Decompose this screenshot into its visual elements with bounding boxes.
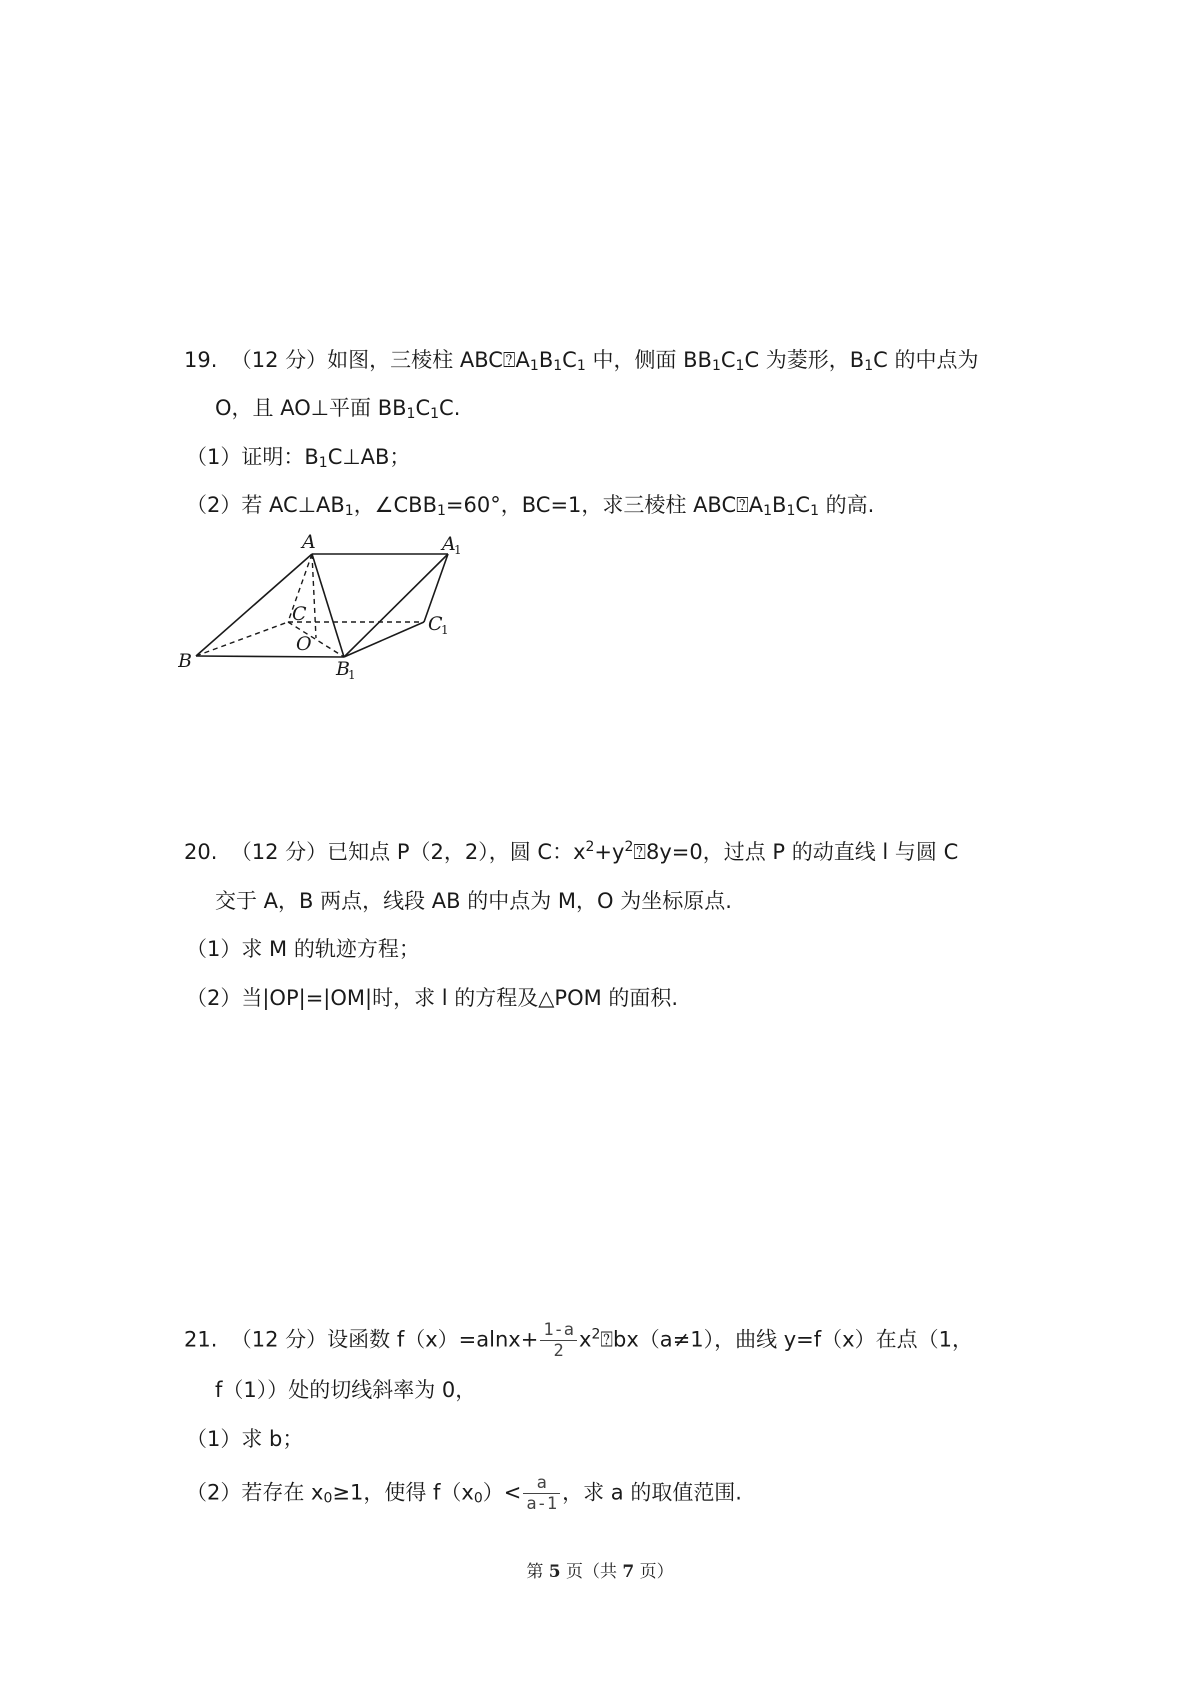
problem-21-line-1 — [184, 1320, 973, 1361]
text: f（1））处的切线斜率为 0， — [215, 1378, 477, 1402]
page-footer — [0, 1557, 1200, 1582]
text: =60°，BC=1，求三棱柱 ABC — [445, 493, 737, 517]
text: O，且 AO⊥平面 BB — [215, 396, 407, 420]
subscript: 1 — [786, 503, 796, 519]
label-c1-sub: 1 — [441, 623, 449, 637]
problem-19-part-2 — [186, 490, 874, 520]
subscript: 1 — [430, 406, 440, 422]
subscript: 1 — [318, 455, 328, 471]
problem-19-line-1 — [184, 345, 978, 375]
problem-20-part-1 — [186, 934, 420, 964]
text: 8y=0，过点 P 的动直线 l 与圆 C — [645, 840, 959, 864]
text: C. — [439, 396, 461, 420]
problem-19-line-2 — [215, 393, 460, 423]
text: C — [720, 348, 736, 372]
text: B — [538, 348, 554, 372]
problem-21-line-2 — [215, 1375, 476, 1405]
label-b1-sub: 1 — [348, 668, 356, 680]
problem-19-part-1 — [186, 442, 410, 472]
problem-21-part-1 — [186, 1424, 303, 1454]
subscript: 1 — [406, 406, 416, 422]
problem-score: （12 分） — [230, 1327, 328, 1352]
text: 的高. — [818, 493, 875, 517]
superscript: 2 — [624, 839, 634, 855]
subscript: 1 — [763, 503, 773, 519]
label-c1: C — [428, 613, 443, 635]
fraction-denominator: 2 — [553, 1341, 564, 1361]
page-number: 5 — [548, 1562, 561, 1582]
fraction-numerator: a — [523, 1473, 560, 1494]
fraction-a-over-a-minus-1 — [523, 1473, 560, 1514]
subscript: 1 — [735, 358, 745, 374]
text: bx（a≠1），曲线 y=f（x）在点（1， — [613, 1327, 973, 1352]
problem-number: 21. — [184, 1327, 218, 1352]
label-a1-sub: 1 — [454, 543, 462, 557]
footer-text: 页） — [634, 1562, 674, 1582]
problem-number: 19. — [184, 348, 218, 372]
text: A — [515, 348, 530, 372]
fraction-numerator: 1-a — [540, 1320, 577, 1341]
footer-text: 第 — [526, 1562, 549, 1582]
label-c: C — [292, 603, 307, 625]
missing-glyph: ⍰ — [736, 493, 749, 517]
text: C — [415, 396, 431, 420]
subscript: 1 — [711, 358, 721, 374]
text: （2）当|OP|=|OM|时，求 l 的方程及△POM 的面积. — [186, 986, 679, 1010]
missing-glyph: ⍰ — [633, 840, 646, 864]
label-o: O — [296, 633, 312, 655]
text: （2）若存在 x — [186, 1480, 324, 1505]
label-b: B — [178, 650, 192, 672]
footer-text: 页（共 — [560, 1562, 623, 1582]
text: 已知点 P（2，2），圆 C：x — [327, 840, 586, 864]
subscript: 1 — [437, 503, 446, 519]
problem-20-part-2 — [186, 983, 678, 1013]
missing-glyph: ⍰ — [600, 1327, 613, 1352]
text: B — [772, 493, 787, 517]
text: 交于 A，B 两点，线段 AB 的中点为 M，O 为坐标原点. — [215, 889, 732, 913]
text: x — [579, 1327, 592, 1352]
problem-20-line-1 — [184, 837, 958, 867]
subscript: 1 — [576, 358, 586, 374]
fraction-denominator: a-1 — [526, 1494, 558, 1514]
label-a: A — [302, 531, 316, 553]
label-a1: A — [442, 533, 456, 555]
text: C 为菱形，B — [744, 348, 865, 372]
prism-figure — [178, 530, 478, 680]
fraction-1-a-over-2 — [540, 1320, 577, 1361]
edge-b1-c1 — [344, 622, 424, 657]
text: （1）求 b； — [186, 1427, 304, 1451]
problem-20-line-2 — [215, 886, 732, 916]
total-pages: 7 — [622, 1562, 635, 1582]
subscript: 1 — [864, 358, 874, 374]
problem-21-part-2 — [186, 1473, 742, 1514]
text: 中，侧面 BB — [585, 348, 712, 372]
subscript: 1 — [529, 358, 539, 374]
text: 如图，三棱柱 ABC — [327, 348, 503, 372]
subscript: 1 — [553, 358, 563, 374]
text: +y — [594, 840, 625, 864]
problem-number: 20. — [184, 840, 218, 864]
text: C — [795, 493, 811, 517]
subscript: 0 — [473, 1490, 483, 1507]
problem-score: （12 分） — [230, 840, 328, 864]
text: C⊥AB； — [327, 445, 411, 469]
text: （1）证明：B — [186, 445, 319, 469]
text: 设函数 f（x）=alnx+ — [327, 1327, 539, 1352]
edge-a1-c1 — [424, 554, 448, 622]
text: ，∠CBB — [353, 493, 437, 517]
superscript: 2 — [591, 1326, 601, 1343]
text: （2）若 AC⊥AB — [186, 493, 345, 517]
missing-glyph: ⍰ — [502, 348, 516, 372]
text: C 的中点为 — [873, 348, 979, 372]
edge-a-b1 — [312, 554, 344, 657]
text: C — [562, 348, 577, 372]
text: A — [748, 493, 764, 517]
edge-b-c — [196, 622, 288, 656]
superscript: 2 — [585, 839, 595, 855]
edge-b-b1 — [196, 656, 344, 657]
subscript: 1 — [344, 503, 354, 519]
text: ）< — [482, 1480, 522, 1505]
label-b1: B — [336, 658, 350, 680]
text: （1）求 M 的轨迹方程； — [186, 937, 420, 961]
problem-score: （12 分） — [230, 348, 328, 372]
subscript: 1 — [810, 503, 819, 519]
text: ，求 a 的取值范围. — [562, 1480, 742, 1505]
text: ≥1，使得 f（x — [332, 1480, 474, 1505]
edge-a1-b1 — [344, 554, 448, 657]
subscript: 0 — [323, 1490, 333, 1507]
